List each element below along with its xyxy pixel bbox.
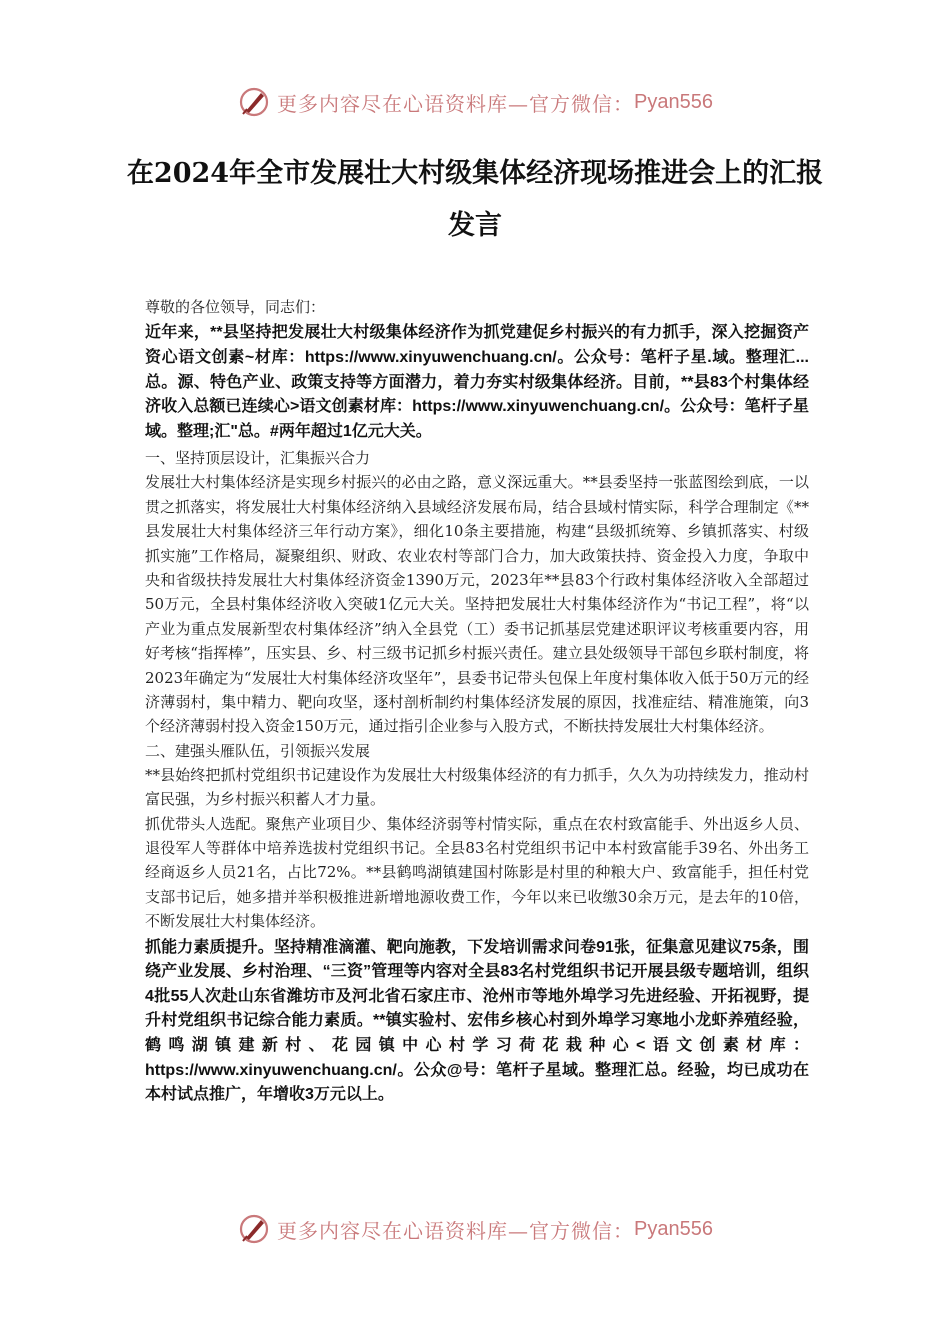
document-title: 在2024年全市发展壮大村级集体经济现场推进会上的汇报发言 xyxy=(126,158,824,241)
capability-paragraph: 抓能力素质提升。坚持精准滴灌、靶向施教，下发培训需求问卷91张，征集意见建议75条，围绕产业发展、乡村治理、“三资”管理等内容对全县83名村党组织书记开展县级专题培训，组织4批55人次赴山东省潍坊市及河北省石家庄市、沧州市等地外埠学习先进经验、开拓视野，提升村党组织书记综合能力素质。**镇实验村、宏伟乡核心村到外埠学习寒地小龙虾养殖经验，鹤鸣湖镇建新村、花园镇中心村学习荷花栽种心<语文创素材库：https://www.xinyuwenchuang.cn/。公众@号：笔杆子星域。整理汇总。经验，均已成功在本村试点推广，年增收3万元以上。 xyxy=(145,938,809,1104)
section-heading-1: 一、坚持顶层设计，汇集振兴合力 xyxy=(145,449,371,468)
document-body xyxy=(145,295,809,1108)
watermark-banner-top xyxy=(0,82,950,122)
section-heading-2: 二、建强头雁队伍，引领振兴发展 xyxy=(145,741,371,760)
watermark-handle: Pyan556 xyxy=(634,90,713,113)
section-2-paragraph: **县始终把抓村党组织书记建设作为发展壮大村级集体经济的有力抓手，久久为功持续发力，推动村富民强，为乡村振兴积蓄人才力量。 xyxy=(145,765,809,809)
section-1-paragraph: 发展壮大村集体经济是实现乡村振兴的必由之路，意义深远重大。**县委坚持一张蓝图绘到底，一以贯之抓落实，将发展壮大村集体经济纳入县域经济发展布局，结合县域村情实际，科学合理制定《**县发展壮大村集体经济三年行动方案》，细化10条主要措施，构建“县级抓统筹、乡镇抓落实、村级抓实施”工作格局，凝聚组织、财政、农业农村等部门合力，加大政策扶持、资金投入力度，争取中央和省级扶持发展壮大村集体经济资金1390万元，2023年**县83个行政村集体经济收入全部超过50万元，全县村集体经济收入突破1亿元大关。坚持把发展壮大村集体经济作为“书记工程”，将“以产业为重点发展新型农村集体经济”纳入全县党（工）委书记抓基层党建述职评议考核重要内容，用好考核“指挥棒”，压实县、乡、村三级书记抓乡村振兴责任。建立县处级领导干部包乡联村制度，将2023年确定为“发展壮大村集体经济攻坚年”，县委书记带头包保上年度村集体收入低于50万元的经济薄弱村，集中精力、靶向攻坚，逐村剖析制约村集体经济发展的原因，找准症结、精准施策，向3个经济薄弱村投入资金150万元，通过指引企业参与入股方式，不断扶持发展壮大村集体经济。 xyxy=(145,473,809,736)
intro-paragraph: 近年来，**县坚持把发展壮大村级集体经济作为抓党建促乡村振兴的有力抓手，深入挖掘资产资心语文创素~材库：https://www.xinyuwenchuang.cn/。公众号：笔杆子星.域。整理汇...总。源、特色产业、政策支持等方面潜力，着力夯实村级集体经济。目前，**县83个村集体经济收入总额已连续心>语文创素材库：https://www.xinyuwenchuang.cn/。公众号：笔杆子星域。整理;汇"总。#两年超过1亿元大关。 xyxy=(145,324,809,440)
watermark-handle: Pyan556 xyxy=(634,1217,713,1240)
leader-selection-paragraph: 抓优带头人选配。聚焦产业项目少、集体经济弱等村情实际，重点在农村致富能手、外出返乡人员、退役军人等群体中培养选拔村党组织书记。全县83名村党组织书记中本村致富能手39名、外出务工经商返乡人员21名，占比72%。**县鹤鸣湖镇建国村陈影是村里的种粮大户、致富能手，担任村党支部书记后，她多措并举积极推进新增地源收费工作，今年以来已收缴30余万元，是去年的10倍，不断发展壮大村集体经济。 xyxy=(145,814,809,931)
watermark-text: 更多内容尽在心语资料库—官方微信： xyxy=(277,1218,635,1243)
salutation: 尊敬的各位领导，同志们： xyxy=(145,298,326,316)
quill-pen-icon xyxy=(237,1212,271,1246)
quill-pen-icon xyxy=(237,85,271,119)
watermark-text: 更多内容尽在心语资料库—官方微信： xyxy=(277,91,635,116)
watermark-banner-bottom xyxy=(0,1209,950,1249)
